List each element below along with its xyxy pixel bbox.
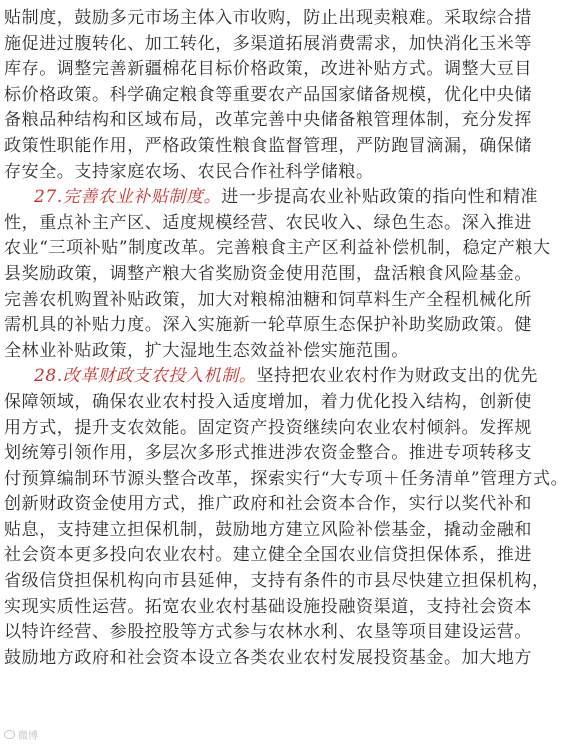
- text-line: [4, 160, 480, 186]
- line-text: 备粮品种结构和区域布局，改革完善中央储备粮管理体制，充分发挥: [4, 110, 532, 131]
- line-text: 贴息，支持建立担保机制，鼓励地方建立风险补偿基金，撬动金融和: [4, 519, 532, 540]
- section-heading: 28.改革财政支农投入机制。: [34, 366, 257, 387]
- text-line: [4, 134, 532, 160]
- text-line: [4, 6, 532, 32]
- text-line: [4, 416, 532, 442]
- line-text: 政策性职能作用，严格政策性粮食监督管理，严防跑冒滴漏，确保储: [4, 135, 532, 156]
- text-line: [4, 595, 532, 621]
- watermark: [4, 727, 38, 742]
- text-line: [4, 236, 551, 262]
- line-text: 标价格政策。科学确定粮食等重要农产品国家储备规模，优化中央储: [4, 84, 532, 105]
- text-line: [4, 108, 532, 134]
- text-line: [4, 518, 532, 544]
- text-line: [4, 57, 532, 83]
- line-text: 进一步提高农业补贴政策的指向性和精准: [221, 187, 539, 208]
- text-line: [4, 313, 532, 339]
- line-text: 全林业补贴政策，扩大湿地生态效益补偿实施范围。: [4, 340, 409, 361]
- text-line: [4, 262, 532, 288]
- text-line: [4, 492, 532, 518]
- line-text: 用方式，提升支农效能。固定资产投资继续向农业农村倾斜。发挥规: [4, 417, 532, 438]
- line-text: 性，重点补主产区、适度规模经营、农民收入、绿色生态。深入推进: [4, 212, 532, 233]
- weibo-logo-icon: [4, 730, 15, 739]
- line-text: 实现实质性运营。拓宽农业农村基础设施投融资渠道，支持社会资本: [4, 596, 532, 617]
- line-text: 省级信贷担保机构向市县延伸，支持有条件的市县尽快建立担保机构，: [4, 571, 550, 592]
- paragraph-heading-line: [4, 364, 539, 390]
- line-text: 县奖励政策，调整产粮大省奖励资金使用范围，盘活粮食风险基金。: [4, 263, 532, 284]
- line-text: 库存。调整完善新疆棉花目标价格政策，改进补贴方式。调整大豆目: [4, 59, 532, 80]
- line-text: 存安全。支持家庭农场、农民合作社科学储粮。: [4, 161, 374, 182]
- text-line: [4, 83, 532, 109]
- section-heading: 27.完善农业补贴制度。: [34, 187, 222, 208]
- line-text: 划统筹引领作用，多层次多形式推进涉农资金整合。推进专项转移支: [4, 443, 532, 464]
- line-text: 农业“三项补贴”制度改革。完善粮食主产区利益补偿机制，稳定产粮大: [4, 238, 551, 259]
- line-text: 付预算编制环节源头整合改革，探索实行“大专项＋任务清单”管理方式。: [4, 468, 568, 489]
- line-text: 鼓励地方政府和社会资本设立各类农业农村发展投资基金。加大地方: [4, 647, 532, 668]
- line-text: 社会资本更多投向农业农村。建立健全全国农业信贷担保体系，推进: [4, 545, 532, 566]
- document-page: [4, 6, 568, 671]
- text-line: [4, 441, 532, 467]
- text-line: [4, 569, 550, 595]
- line-text: 贴制度，鼓励多元市场主体入市收购，防止出现卖粮难。采取综合措: [4, 8, 532, 28]
- paragraph-heading-line: [4, 185, 539, 211]
- line-text: 需机具的补贴力度。深入实施新一轮草原生态保护补助奖励政策。健: [4, 315, 532, 336]
- line-text: 保障领域，确保农业农村投入适度增加，着力优化投入结构，创新使: [4, 391, 532, 412]
- text-line: [4, 543, 532, 569]
- line-text: 施促进过腹转化、加工转化，多渠道拓展消费需求，加快消化玉米等: [4, 33, 532, 54]
- text-line: [4, 620, 532, 646]
- text-line: [4, 339, 480, 365]
- text-line: [4, 211, 532, 237]
- text-line: [4, 646, 532, 672]
- line-text: 以特许经营、参股控股等方式参与农林水利、农垦等项目建设运营。: [4, 622, 532, 643]
- text-line: [4, 390, 532, 416]
- document-body: [4, 6, 568, 671]
- line-text: 坚持把农业农村作为财政支出的优先: [256, 366, 539, 387]
- text-line: [4, 288, 532, 314]
- watermark-text: 微博: [18, 731, 38, 742]
- line-text: 完善农机购置补贴政策，加大对粮棉油糖和饲草料生产全程机械化所: [4, 289, 532, 310]
- text-line: [4, 32, 532, 58]
- text-line: [4, 467, 568, 493]
- line-text: 创新财政资金使用方式，推广政府和社会资本合作，实行以奖代补和: [4, 494, 532, 515]
